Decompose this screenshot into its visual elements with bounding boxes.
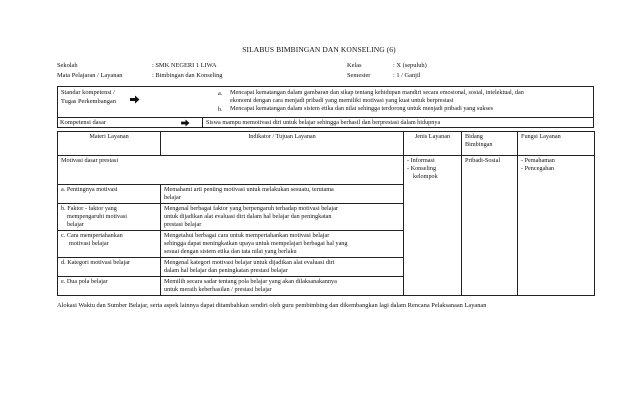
standar-label-line1: Standar kompetensi / <box>61 89 115 96</box>
topic-bidang: Pribadi-Sosial <box>462 156 518 296</box>
topic-materi: Motivasi dasar prestasi <box>58 156 404 185</box>
mapel-value: : Bimbingan dan Konseling <box>152 72 223 79</box>
materi-cell: e. Dua pola belajar <box>58 277 161 296</box>
header-indikator: Indikator / Tujuan Layanan <box>161 132 404 156</box>
kompetensi-label: Kompetensi dasar <box>60 119 106 126</box>
item-a-marker: a. <box>218 90 223 97</box>
sekolah-label: Sekolah <box>57 62 78 69</box>
sekolah-value: : SMK NEGERI 1 LIWA <box>152 62 217 69</box>
layanan-table <box>57 131 595 296</box>
right-arrow-icon <box>130 95 140 104</box>
header-fungsi: Fungsi Layanan <box>518 132 595 156</box>
materi-cell: a. Pentingnya motivasi <box>58 185 161 204</box>
kompetensi-value: Siswa mampu memotivasi diri untuk belajar sehingga berhasil dan berprestasi dalam hidupnya <box>206 119 441 126</box>
kelas-label: Kelas <box>347 62 362 69</box>
indikator-cell: Mengenal kategori motivasi belajar untuk dijadikan alat evaluasi diri dalam hal belajar dan peningkatan prestasi belajar <box>161 258 404 277</box>
topic-jenis: - Informasi - Konseling kelompok <box>404 156 462 296</box>
topic-fungsi: - Pemahaman - Pencegahan <box>518 156 595 296</box>
mapel-label: Mata Pelajaran / Layanan <box>57 72 123 79</box>
kompetensi-column-divider <box>202 117 203 128</box>
right-arrow-icon <box>181 119 190 127</box>
header-bidang: Bidang Bimbingan <box>462 132 518 156</box>
table-row <box>58 156 595 185</box>
materi-cell: c. Cara mempertahankan motivasi belajar <box>58 231 161 258</box>
document-title: SILABUS BIMBINGAN DAN KONSELING (6) <box>242 45 396 54</box>
materi-cell: b. Faktor - faktor yang mempengaruhi motivasi belajar <box>58 204 161 231</box>
table-header-row <box>58 132 595 156</box>
kompetensi-divider <box>57 117 594 118</box>
indikator-cell: Memahami arti penting motivasi untuk melakukan sesuatu, terutama belajar <box>161 185 404 204</box>
header-materi: Materi Layanan <box>58 132 161 156</box>
item-b-line1: Mencapai kematangan dalam sistem etika dan nilai sehingga terdorong untuk menjadi pribadi yang sukses <box>230 105 494 112</box>
indikator-cell: Memilih secara sadar tentang pola belajar yang akan dilaksanakannya untuk meraih keberhasilan / prestasi belajar <box>161 277 404 296</box>
footer-note: Alokasi Waktu dan Sumber Belajar, serta aspek lainnya dapat ditambahkan sendiri oleh guru pembimbing dan dikembangkan lagi dalam Rencana Pelaksanaan Layanan <box>57 302 487 309</box>
indikator-cell: Mengetahui berbagai cara untuk mempertahankan motivasi belajar sehingga dapat meningkatkan upaya untuk mempelajari berbagai hal yang sesuai dengan sistem etika dan tata nilai yang berlaku <box>161 231 404 258</box>
item-b-marker: b. <box>218 106 223 113</box>
item-a-line1: Mencapai kematangan dalam gambaran dan sikap tentang kehidupan mandiri secara emosional, sosial, intelektual, dan <box>230 89 524 96</box>
item-a-line2: ekonomi dengan cara menjadi pribadi yang memiliki motivasi yang kuat untuk berprestasi <box>230 97 454 104</box>
indikator-cell: Mengenal berbagai faktor yang berpengaruh terhadap motivasi belajar untuk dijadikan alat evaluasi diri dalam hal belajar dan peningkatan prestasi belajar <box>161 204 404 231</box>
kelas-value: : X (sepuluh) <box>393 62 427 69</box>
semester-value: : 1 / Ganjil <box>393 72 421 79</box>
semester-label: Semester <box>347 72 371 79</box>
header-jenis: Jenis Layanan <box>404 132 462 156</box>
standar-label-line2: Tugas Perkembangan <box>61 98 116 105</box>
materi-cell: d. Kategori motivasi belajar <box>58 258 161 277</box>
